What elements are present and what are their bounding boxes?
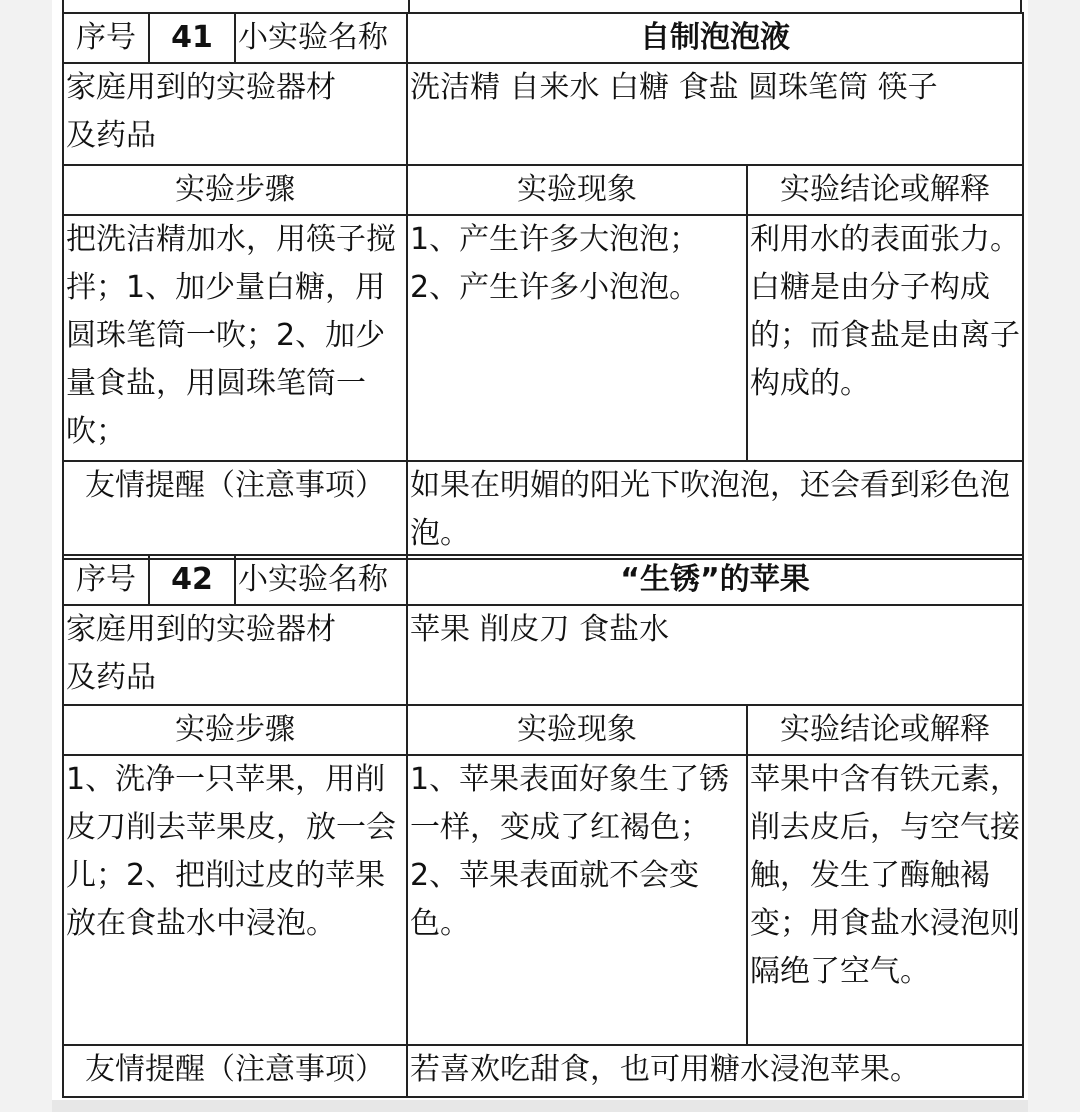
conclusion-header: 实验结论或解释: [747, 705, 1023, 755]
phenomena-text: 1、苹果表面好象生了锈一样，变成了红褐色；2、苹果表面就不会变色。: [407, 755, 747, 1045]
steps-text: 1、洗净一只苹果，用削皮刀削去苹果皮，放一会儿；2、把削过皮的苹果放在食盐水中浸泡。: [63, 755, 407, 1045]
materials-value: 苹果 削皮刀 食盐水: [407, 605, 1023, 705]
experiment-title: 自制泡泡液: [407, 13, 1023, 63]
conclusion-text: 苹果中含有铁元素，削去皮后，与空气接触，发生了酶触褐变；用食盐水浸泡则隔绝了空气。: [747, 755, 1023, 1045]
phenomena-header: 实验现象: [407, 165, 747, 215]
steps-header: 实验步骤: [63, 165, 407, 215]
materials-label-line2: 及药品: [66, 660, 156, 695]
materials-label: [63, 63, 407, 165]
conclusion-text: 利用水的表面张力。白糖是由分子构成的；而食盐是由离子构成的。: [747, 215, 1023, 461]
page-bottom-edge: [52, 1100, 1028, 1112]
phenomena-header: 实验现象: [407, 705, 747, 755]
materials-label-line1: 家庭用到的实验器材: [66, 612, 336, 647]
materials-label-line1: 家庭用到的实验器材: [66, 70, 336, 105]
phenomena-text: 1、产生许多大泡泡；2、产生许多小泡泡。: [407, 215, 747, 461]
number-label: 序号: [63, 13, 149, 63]
reminder-label: 友情提醒（注意事项）: [63, 461, 407, 559]
name-label: 小实验名称: [235, 13, 407, 63]
materials-label: [63, 605, 407, 705]
experiment-number: 42: [149, 555, 235, 605]
experiment-table-42: [62, 554, 1024, 1098]
number-label: 序号: [63, 555, 149, 605]
materials-label-line2: 及药品: [66, 118, 156, 153]
previous-table-edge: [62, 0, 1022, 12]
reminder-label: 友情提醒（注意事项）: [63, 1045, 407, 1097]
experiment-title: “生锈”的苹果: [407, 555, 1023, 605]
reminder-text: 若喜欢吃甜食，也可用糖水浸泡苹果。: [407, 1045, 1023, 1097]
experiment-table-41: [62, 12, 1024, 560]
conclusion-header: 实验结论或解释: [747, 165, 1023, 215]
experiment-number: 41: [149, 13, 235, 63]
steps-header: 实验步骤: [63, 705, 407, 755]
steps-text: 把洗洁精加水，用筷子搅拌；1、加少量白糖，用圆珠笔筒一吹；2、加少量食盐，用圆珠笔筒一吹；: [63, 215, 407, 461]
name-label: 小实验名称: [235, 555, 407, 605]
document-page: [52, 0, 1028, 1112]
reminder-text: 如果在明媚的阳光下吹泡泡，还会看到彩色泡泡。: [407, 461, 1023, 559]
materials-value: 洗洁精 自来水 白糖 食盐 圆珠笔筒 筷子: [407, 63, 1023, 165]
